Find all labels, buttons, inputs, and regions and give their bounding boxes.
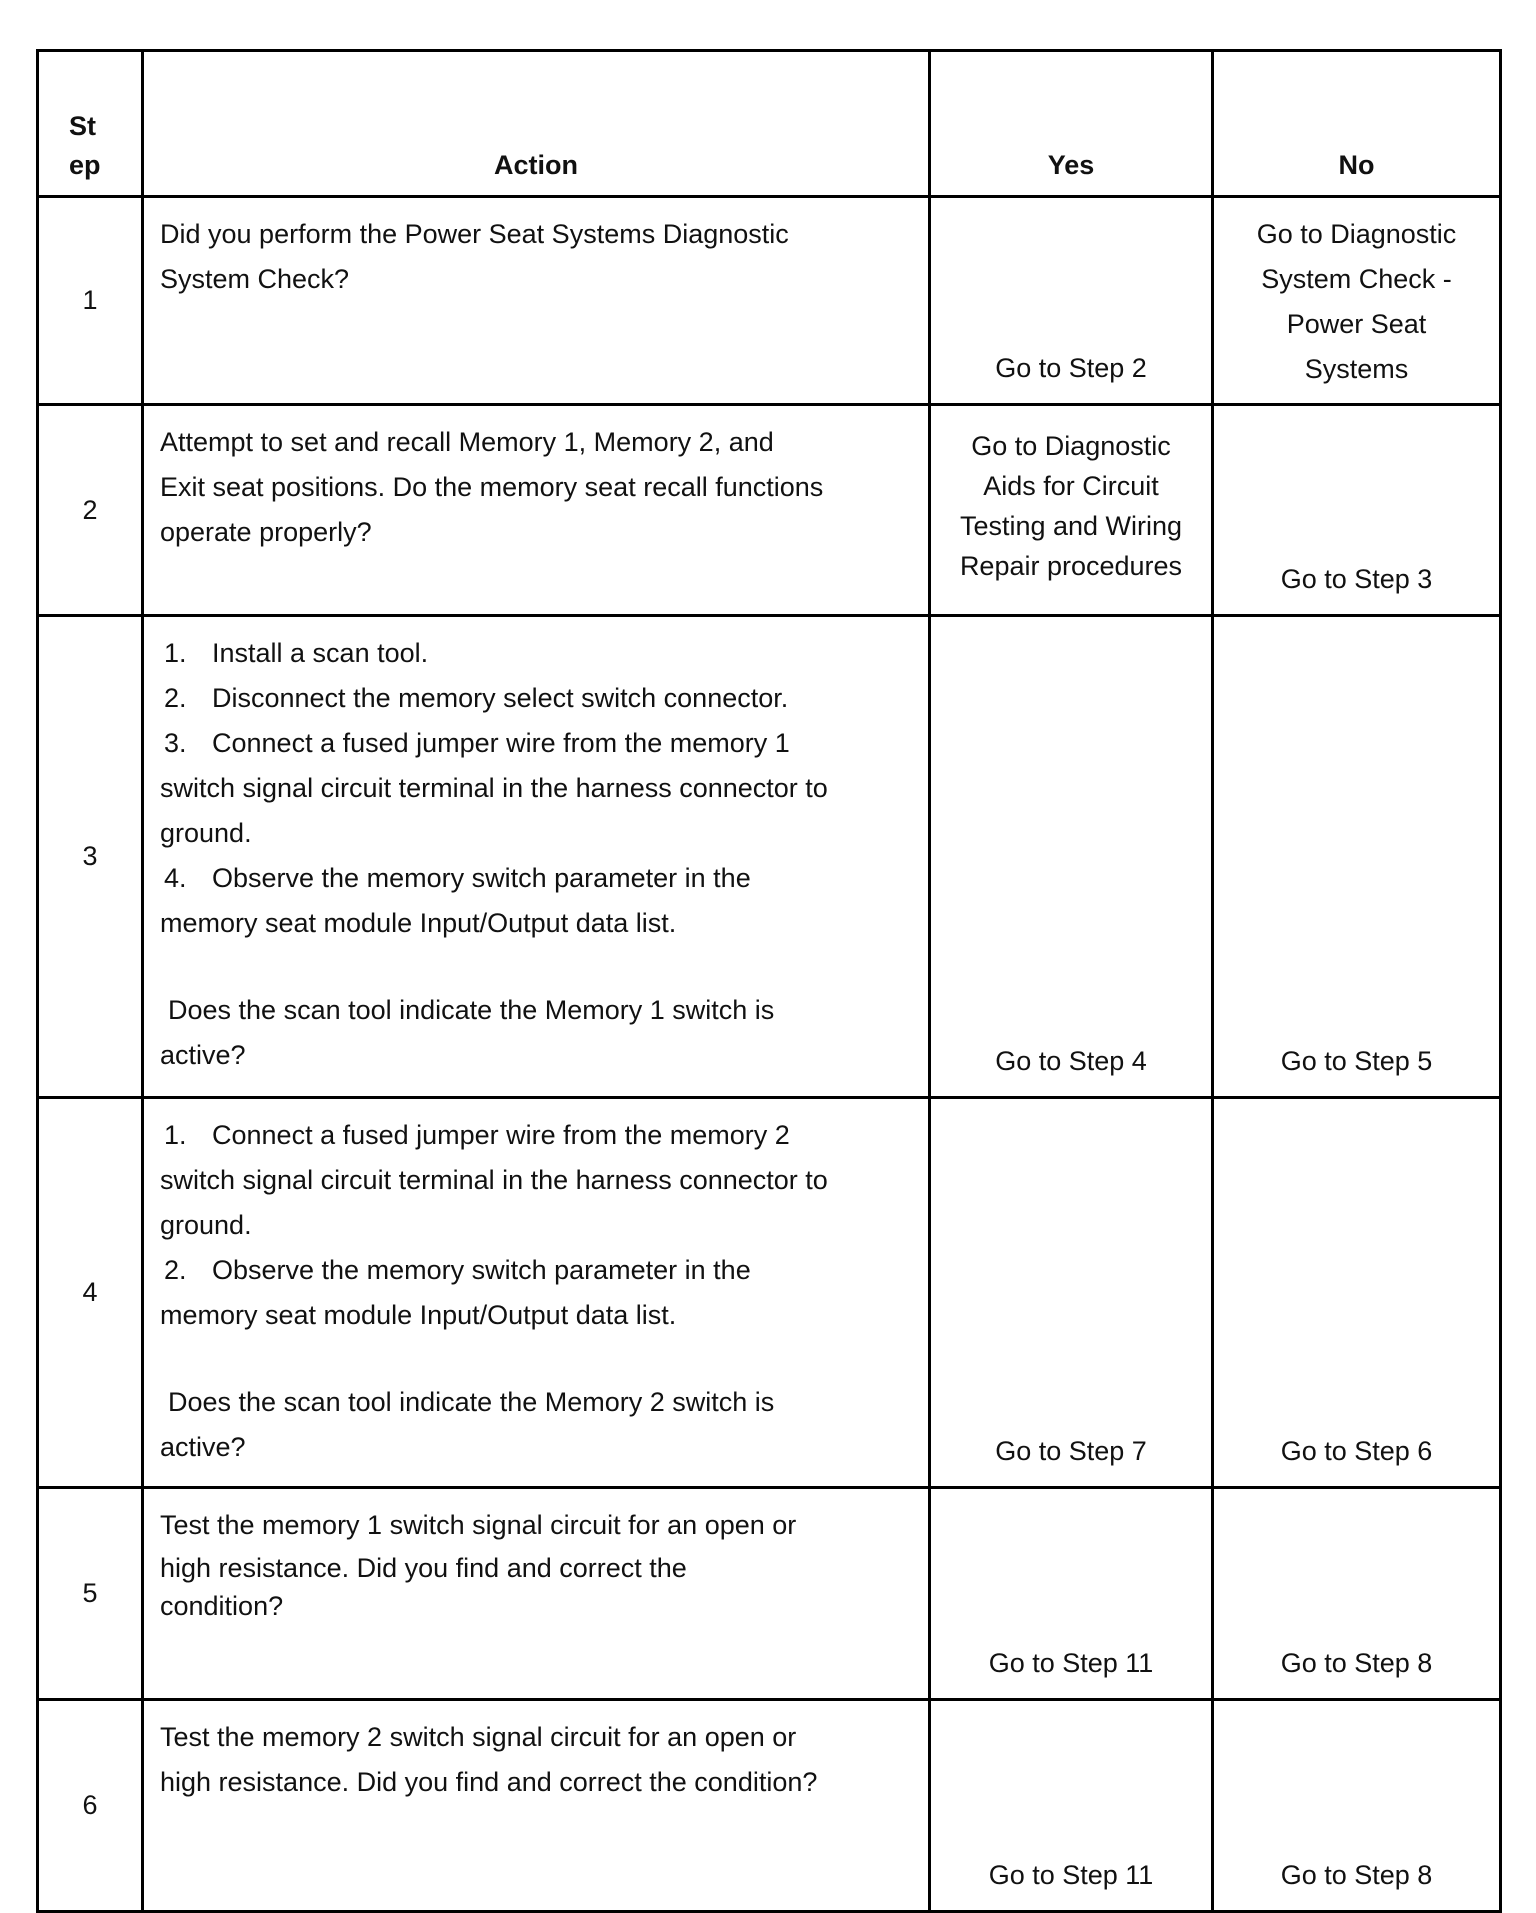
diagnostic-table: [36, 49, 1502, 1913]
yes-line: Repair procedures: [959, 551, 1183, 581]
header-action: Action: [143, 51, 930, 197]
list-item: 2. Disconnect the memory select switch connector.: [164, 683, 789, 713]
question-line: active?: [160, 1432, 246, 1462]
header-step-line2: ep: [69, 150, 101, 180]
question-line: Does the scan tool indicate the Memory 1 switch is: [168, 995, 775, 1025]
header-step-line1: St: [69, 111, 96, 141]
action-cell: [143, 405, 930, 616]
step-number: 3: [38, 616, 143, 1098]
action-cell: [143, 1098, 930, 1488]
step-number: 2: [38, 405, 143, 616]
yes-cell: Go to Step 2: [930, 197, 1213, 405]
no-cell: Go to Step 3: [1213, 405, 1501, 616]
no-cell: Go to Step 6: [1213, 1098, 1501, 1488]
action-line: Exit seat positions. Do the memory seat recall functions: [160, 472, 824, 502]
action-line: Test the memory 2 switch signal circuit for an open or: [160, 1722, 797, 1752]
header-step: [38, 51, 143, 197]
action-line: high resistance. Did you find and correct the: [160, 1553, 687, 1583]
list-item-continuation: memory seat module Input/Output data list.: [160, 908, 677, 938]
action-line: Did you perform the Power Seat Systems Diagnostic: [160, 219, 789, 249]
yes-line: Testing and Wiring: [959, 511, 1183, 541]
step-number: 6: [38, 1700, 143, 1912]
no-line: Systems: [1304, 354, 1409, 384]
table-row: [38, 1700, 1501, 1912]
question-line: active?: [160, 1040, 246, 1070]
list-item: 2. Observe the memory switch parameter in the: [164, 1255, 751, 1285]
header-row: [38, 51, 1501, 197]
step-number: 4: [38, 1098, 143, 1488]
no-line: Go to Diagnostic: [1256, 219, 1457, 249]
no-line: System Check -: [1261, 264, 1452, 294]
action-line: operate properly?: [160, 517, 372, 547]
question-line: Does the scan tool indicate the Memory 2 switch is: [168, 1387, 775, 1417]
table-row: [38, 616, 1501, 1098]
list-item-continuation: switch signal circuit terminal in the harness connector to: [160, 1165, 828, 1195]
step-number: 5: [38, 1488, 143, 1700]
list-item-continuation: switch signal circuit terminal in the harness connector to: [160, 773, 828, 803]
yes-cell: Go to Step 11: [930, 1700, 1213, 1912]
list-item: 3. Connect a fused jumper wire from the memory 1: [164, 728, 790, 758]
table-row: [38, 1098, 1501, 1488]
action-line: Test the memory 1 switch signal circuit for an open or: [160, 1510, 797, 1540]
action-cell: [143, 616, 930, 1098]
no-cell: [1213, 197, 1501, 405]
yes-line: Go to Diagnostic: [971, 431, 1171, 461]
step-number: 1: [38, 197, 143, 405]
yes-line: Aids for Circuit: [983, 471, 1159, 501]
no-cell: Go to Step 5: [1213, 616, 1501, 1098]
table-row: [38, 405, 1501, 616]
list-item: 1. Install a scan tool.: [164, 638, 429, 668]
yes-cell: Go to Step 11: [930, 1488, 1213, 1700]
action-line: Attempt to set and recall Memory 1, Memory 2, and: [160, 427, 774, 457]
list-item: 4. Observe the memory switch parameter in the: [164, 863, 751, 893]
yes-cell: Go to Step 7: [930, 1098, 1213, 1488]
yes-cell: Go to Step 4: [930, 616, 1213, 1098]
no-cell: Go to Step 8: [1213, 1700, 1501, 1912]
action-cell: [143, 1700, 930, 1912]
action-line: System Check?: [160, 264, 350, 294]
table-row: [38, 1488, 1501, 1700]
action-cell: [143, 1488, 930, 1700]
yes-cell: [930, 405, 1213, 616]
no-cell: Go to Step 8: [1213, 1488, 1501, 1700]
action-cell: [143, 197, 930, 405]
list-item-continuation: ground.: [160, 818, 252, 848]
header-yes: Yes: [930, 51, 1213, 197]
action-line: condition?: [160, 1591, 284, 1621]
table-row: [38, 197, 1501, 405]
no-line: Power Seat: [1286, 309, 1427, 339]
list-item-continuation: memory seat module Input/Output data list.: [160, 1300, 677, 1330]
list-item-continuation: ground.: [160, 1210, 252, 1240]
header-no: No: [1213, 51, 1501, 197]
action-line: high resistance. Did you find and correct the condition?: [160, 1767, 818, 1797]
list-item: 1. Connect a fused jumper wire from the memory 2: [164, 1120, 790, 1150]
